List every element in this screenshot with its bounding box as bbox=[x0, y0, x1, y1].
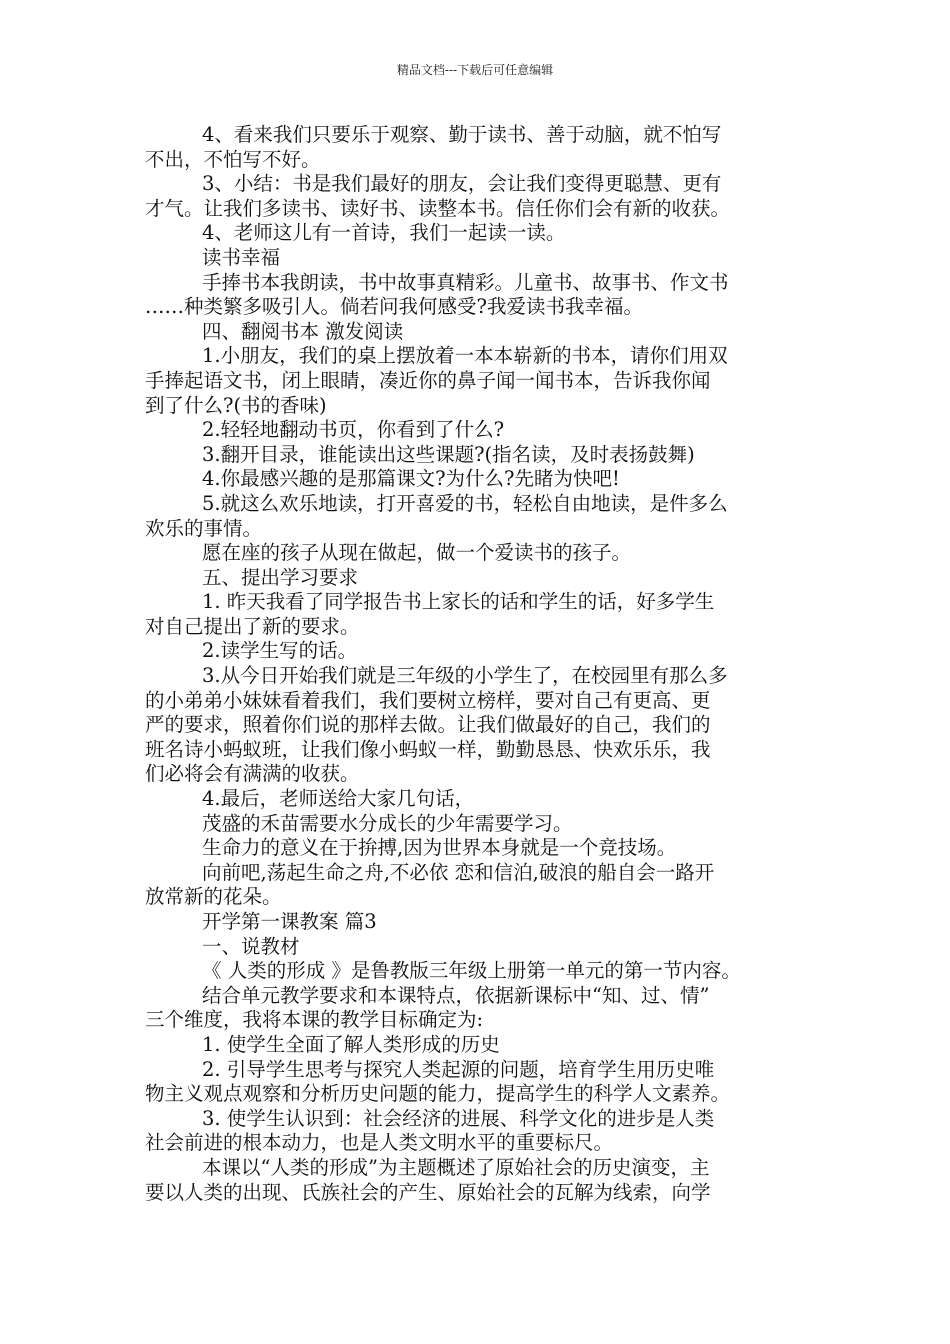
paragraph-line: 3、小结：书是我们最好的朋友，会让我们变得更聪慧、更有 bbox=[202, 172, 722, 196]
paragraph-line: 放常新的花朵。 bbox=[145, 885, 282, 909]
paragraph-line: 4.你最感兴趣的是那篇课文?为什么?先睹为快吧! bbox=[202, 467, 620, 491]
poem-title: 读书幸福 bbox=[202, 245, 281, 269]
paragraph-line: 们必将会有满满的收获。 bbox=[145, 762, 360, 786]
section-heading: 五、提出学习要求 bbox=[202, 565, 359, 589]
paragraph-line: 本课以“人类的形成”为主题概述了原始社会的历史演变，主 bbox=[202, 1155, 710, 1179]
paragraph-line: 对自己提出了新的要求。 bbox=[145, 614, 360, 638]
paragraph-line: 社会前进的根本动力，也是人类文明水平的重要标尺。 bbox=[145, 1131, 614, 1155]
paragraph-line: 才气。让我们多读书、读好书、读整本书。信任你们会有新的收获。 bbox=[145, 196, 731, 220]
paragraph-line: 班名诗小蚂蚁班，让我们像小蚂蚁一样，勤勤恳恳、快欢乐乐，我 bbox=[145, 737, 711, 761]
paragraph-line: 1.小朋友，我们的桌上摆放着一本本崭新的书本，请你们用双 bbox=[202, 344, 728, 368]
paragraph-line: 3.从今日开始我们就是三年级的小学生了，在校园里有那么多 bbox=[202, 664, 728, 688]
section-heading: 一、说教材 bbox=[202, 934, 300, 958]
paragraph-line: 物主义观点观察和分析历史问题的能力，提高学生的科学人文素养。 bbox=[145, 1082, 731, 1106]
section-heading: 四、翻阅书本 激发阅读 bbox=[202, 319, 404, 343]
lesson-title: 开学第一课教案 篇3 bbox=[202, 910, 377, 933]
paragraph-line: 手捧起语文书，闭上眼睛，凑近你的鼻子闻一闻书本，告诉我你闻 bbox=[145, 368, 711, 392]
paragraph-line: 不出，不怕写不好。 bbox=[145, 147, 321, 171]
paragraph-line: 2. 引导学生思考与探究人类起源的问题，培育学生用历史唯 bbox=[202, 1057, 715, 1081]
paragraph-line: 4、看来我们只要乐于观察、勤于读书、善于动脑，就不怕写 bbox=[202, 123, 722, 146]
paragraph-line: 4、老师这儿有一首诗，我们一起读一读。 bbox=[202, 221, 566, 245]
page-header: 精品文档---下载后可任意编辑 bbox=[396, 63, 554, 77]
paragraph-line: 的小弟弟小妹妹看着我们，我们要树立榜样，要对自己有更高、更 bbox=[145, 688, 711, 712]
paragraph-line: 向前吧,荡起生命之舟,不必依 恋和信泊,破浪的船自会一路开 bbox=[202, 860, 715, 884]
paragraph-line: 1. 使学生全面了解人类形成的历史 bbox=[202, 1032, 500, 1056]
paragraph-line: 5.就这么欢乐地读，打开喜爱的书，轻松自由地读，是件多么 bbox=[202, 491, 728, 515]
paragraph-line: 要以人类的出现、氏族社会的产生、原始社会的瓦解为线索，向学 bbox=[145, 1180, 711, 1204]
paragraph-line: 到了什么?(书的香味) bbox=[145, 393, 327, 417]
paragraph-line: 2.轻轻地翻动书页，你看到了什么? bbox=[202, 418, 505, 442]
paragraph-line: 三个维度，我将本课的教学目标确定为: bbox=[145, 1008, 484, 1032]
paragraph-line: 茂盛的禾苗需要水分成长的少年需要学习。 bbox=[202, 811, 573, 835]
paragraph-line: 1. 昨天我看了同学报告书上家长的话和学生的话，好多学生 bbox=[202, 590, 715, 614]
document-body bbox=[145, 123, 845, 1205]
paragraph-line: ……种类繁多吸引人。倘若问我何感受?我爱读书我幸福。 bbox=[145, 295, 643, 319]
paragraph-line: 欢乐的事情。 bbox=[145, 516, 263, 540]
paragraph-line: 3.翻开目录，谁能读出这些课题?(指名读，及时表扬鼓舞) bbox=[202, 442, 695, 466]
paragraph-line: 《 人类的形成 》是鲁教版三年级上册第一单元的第一节内容。 bbox=[202, 959, 741, 983]
paragraph-line: 结合单元教学要求和本课特点，依据新课标中“知、过、情” bbox=[202, 983, 710, 1007]
paragraph-line: 4.最后，老师送给大家几句话， bbox=[202, 787, 475, 811]
paragraph-line: 3. 使学生认识到：社会经济的进展、科学文化的进步是人类 bbox=[202, 1106, 715, 1130]
paragraph-line: 严的要求，照着你们说的那样去做。让我们做最好的自己，我们的 bbox=[145, 713, 711, 737]
paragraph-line: 愿在座的孩子从现在做起，做一个爱读书的孩子。 bbox=[202, 541, 632, 565]
paragraph-line: 生命力的意义在于拚搏,因为世界本身就是一个竞技场。 bbox=[202, 836, 677, 860]
paragraph-line: 2.读学生写的话。 bbox=[202, 639, 358, 663]
paragraph-line: 手捧书本我朗读，书中故事真精彩。儿童书、故事书、作文书 bbox=[202, 270, 729, 294]
